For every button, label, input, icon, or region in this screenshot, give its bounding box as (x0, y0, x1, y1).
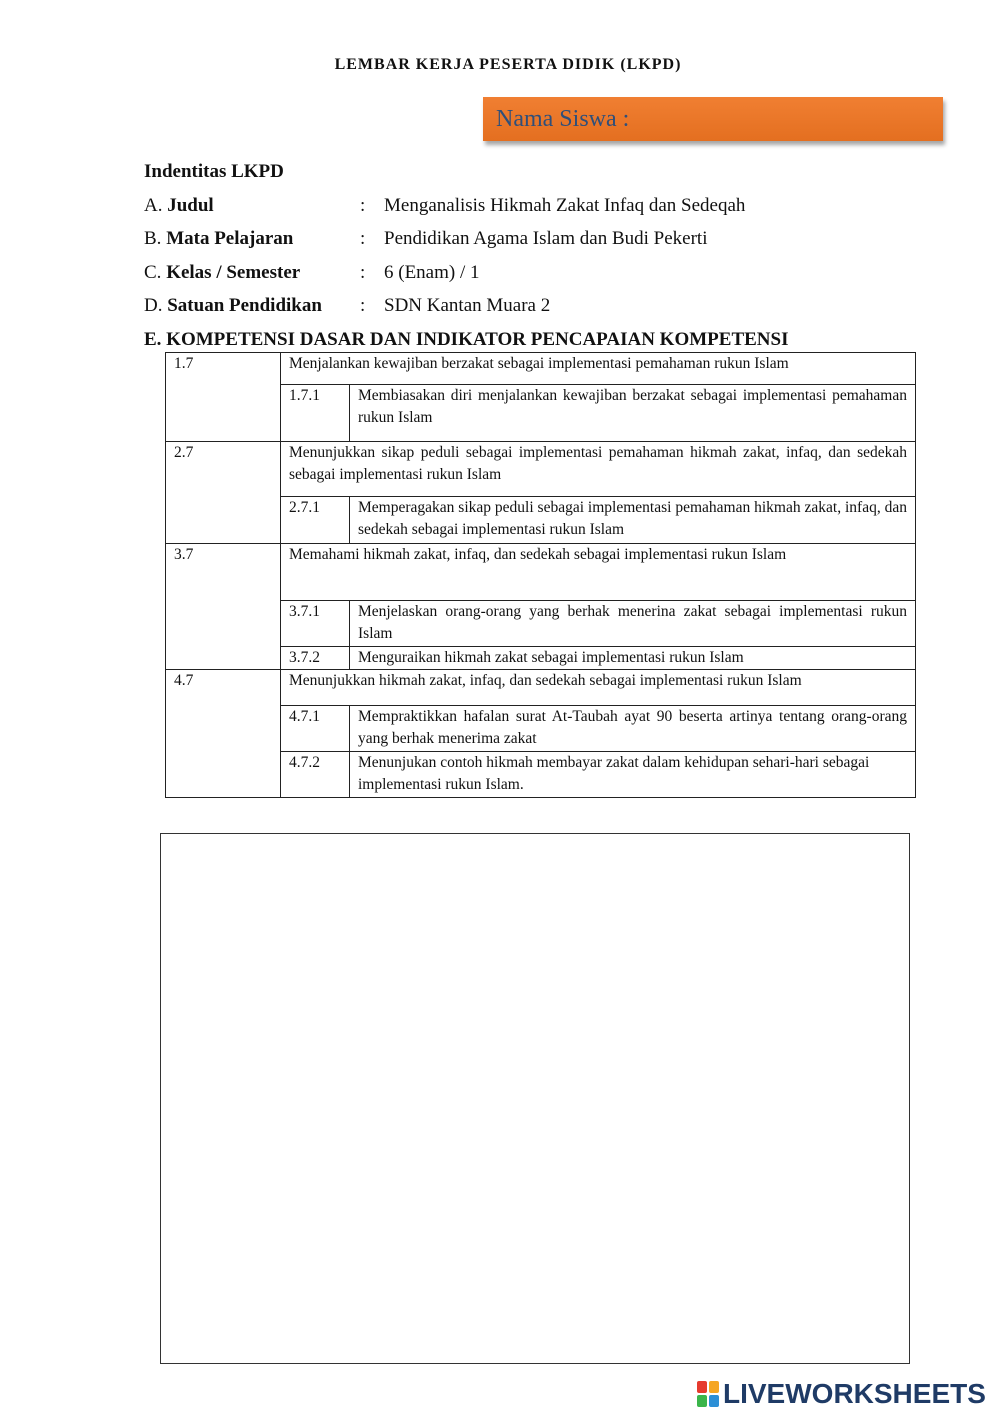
student-name-label: Nama Siswa : (496, 106, 630, 132)
row-label: Satuan Pendidikan (167, 295, 322, 316)
row-colon: : (360, 262, 366, 283)
row-letter: B. (144, 228, 162, 249)
kd-code: 2.7 (166, 442, 281, 544)
competency-table (165, 352, 916, 798)
indicator-text: Membiasakan diri menjalankan kewajiban berzakat sebagai implementasi pemahaman rukun Islam (350, 385, 916, 442)
indicator-text: Menjelaskan orang-orang yang berhak menerina zakat sebagai implementasi rukun Islam (350, 601, 916, 647)
row-value: Pendidikan Agama Islam dan Budi Pekerti (384, 228, 708, 249)
indicator-code: 2.7.1 (281, 497, 350, 544)
worksheet-content-area[interactable] (160, 833, 910, 1364)
kd-code: 1.7 (166, 353, 281, 442)
table-row (166, 670, 916, 706)
indicator-code: 4.7.2 (281, 752, 350, 798)
student-name-field[interactable] (483, 97, 943, 141)
competency-heading: E. KOMPETENSI DASAR DAN INDIKATOR PENCAPAIAN KOMPETENSI (144, 329, 789, 350)
identity-row-school (144, 293, 551, 319)
liveworksheets-brand-text: LIVEWORKSHEETS (723, 1378, 986, 1409)
table-row (166, 442, 916, 497)
row-label: Mata Pelajaran (166, 228, 294, 249)
indicator-code: 3.7.2 (281, 647, 350, 670)
document-title: LEMBAR KERJA PESERTA DIDIK (LKPD) (334, 56, 682, 73)
identity-row-subject (144, 226, 708, 252)
indicator-code: 4.7.1 (281, 706, 350, 752)
row-value: SDN Kantan Muara 2 (384, 295, 551, 316)
row-colon: : (360, 228, 366, 249)
row-label: Judul (167, 195, 214, 216)
indicator-code: 3.7.1 (281, 601, 350, 647)
identity-row-class (144, 260, 480, 286)
row-letter: A. (144, 195, 163, 216)
kd-text: Menjalankan kewajiban berzakat sebagai implementasi pemahaman rukun Islam (281, 353, 916, 385)
kd-text: Menunjukkan sikap peduli sebagai implementasi pemahaman hikmah zakat, infaq, dan sedekah sebagai implementasi rukun Islam (281, 442, 916, 497)
row-letter: C. (144, 262, 162, 283)
liveworksheets-logo-icon (697, 1381, 719, 1407)
kd-text: Menunjukkan hikmah zakat, infaq, dan sedekah sebagai implementasi rukun Islam (281, 670, 916, 706)
row-label: Kelas / Semester (166, 262, 301, 283)
kd-text: Memahami hikmah zakat, infaq, dan sedekah sebagai implementasi rukun Islam (281, 544, 916, 601)
row-letter: D. (144, 295, 163, 316)
indicator-text: Mempraktikkan hafalan surat At-Taubah ayat 90 beserta artinya tentang orang-orang yang berhak menerima zakat (350, 706, 916, 752)
identity-row-title (144, 193, 746, 219)
row-value: 6 (Enam) / 1 (384, 262, 480, 283)
indicator-text: Memperagakan sikap peduli sebagai implementasi pemahaman hikmah zakat, infaq, dan sedekah sebagai implementasi rukun Islam (350, 497, 916, 544)
kd-code: 3.7 (166, 544, 281, 670)
table-row (166, 544, 916, 601)
row-colon: : (360, 195, 366, 216)
indicator-text: Menunjukan contoh hikmah membayar zakat dalam kehidupan sehari-hari sebagai implementasi rukun Islam. (350, 752, 916, 798)
row-value: Menganalisis Hikmah Zakat Infaq dan Sedeqah (384, 195, 746, 216)
indicator-text: Menguraikan hikmah zakat sebagai implementasi rukun Islam (350, 647, 916, 670)
identity-heading: Indentitas LKPD (144, 161, 284, 182)
liveworksheets-logo[interactable] (697, 1377, 986, 1411)
row-colon: : (360, 295, 366, 316)
table-row (166, 353, 916, 385)
kd-code: 4.7 (166, 670, 281, 798)
indicator-code: 1.7.1 (281, 385, 350, 442)
